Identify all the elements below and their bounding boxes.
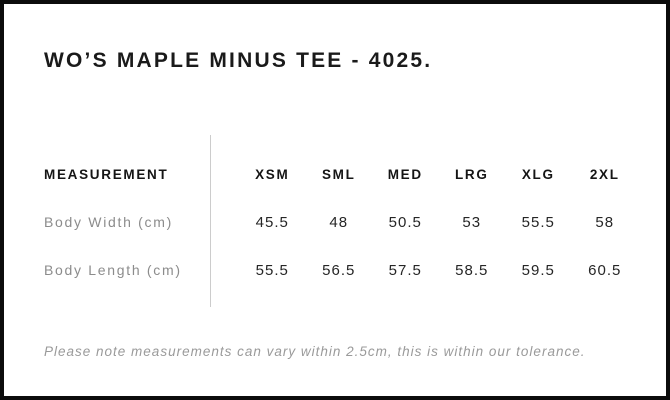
column-header-measurement: MEASUREMENT bbox=[44, 166, 169, 182]
column-header-xlg: XLG bbox=[521, 166, 555, 182]
product-title: WO’S MAPLE MINUS TEE - 4025. bbox=[44, 49, 433, 72]
body-length-med: 57.5 bbox=[388, 261, 422, 279]
body-length-xsm: 55.5 bbox=[255, 261, 289, 279]
column-header-2xl: 2XL bbox=[589, 166, 620, 182]
body-width-2xl: 58 bbox=[595, 213, 615, 231]
body-width-lrg: 53 bbox=[462, 213, 482, 231]
body-length-sml: 56.5 bbox=[322, 261, 356, 279]
column-header-sml: SML bbox=[321, 166, 356, 182]
size-table bbox=[4, 136, 666, 294]
body-width-xsm: 45.5 bbox=[255, 213, 289, 231]
table-row-body-length bbox=[4, 246, 666, 294]
column-header-lrg: LRG bbox=[454, 166, 489, 182]
table-row-body-width bbox=[4, 198, 666, 246]
body-length-2xl: 60.5 bbox=[588, 261, 622, 279]
column-header-med: MED bbox=[387, 166, 423, 182]
tolerance-note: Please note measurements can vary within 2.5cm, this is within our tolerance. bbox=[44, 344, 586, 359]
row-label-body-width: Body Width (cm) bbox=[44, 214, 173, 230]
row-label-body-length: Body Length (cm) bbox=[44, 262, 182, 278]
column-header-xsm: XSM bbox=[255, 166, 290, 182]
body-width-xlg: 55.5 bbox=[521, 213, 555, 231]
table-header-row bbox=[4, 150, 666, 198]
body-length-lrg: 58.5 bbox=[455, 261, 489, 279]
body-length-xlg: 59.5 bbox=[521, 261, 555, 279]
body-width-med: 50.5 bbox=[388, 213, 422, 231]
body-width-sml: 48 bbox=[329, 213, 349, 231]
